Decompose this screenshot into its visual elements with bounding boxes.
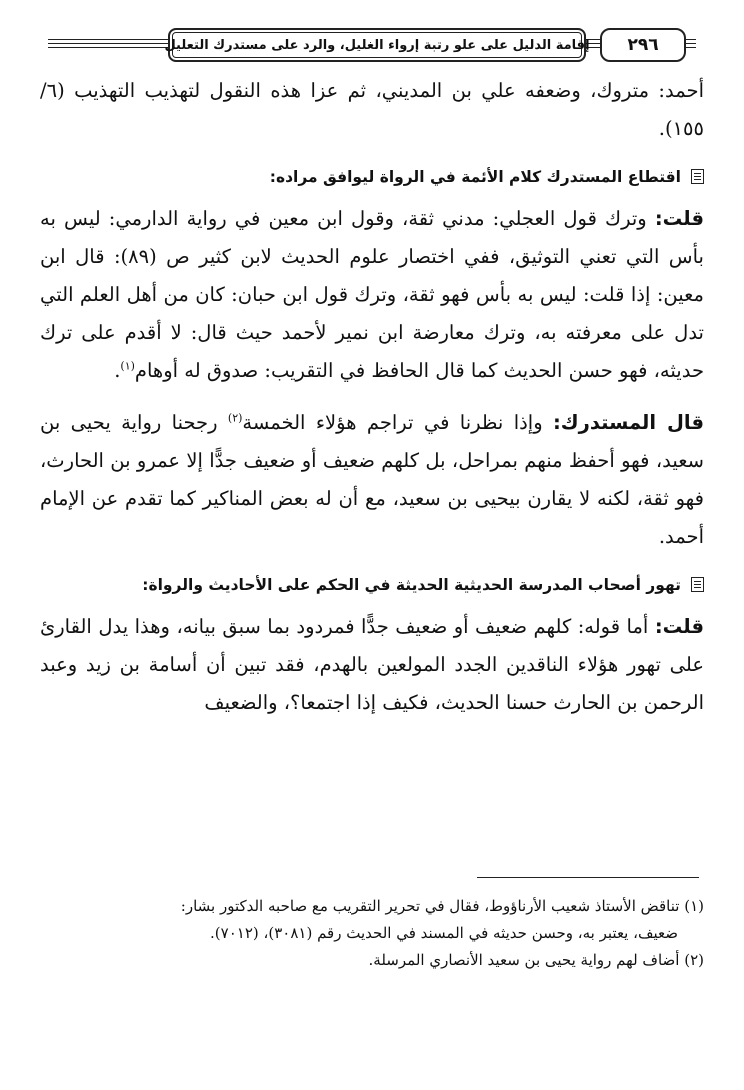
paragraph-3 [40,404,704,556]
document-icon [691,169,704,184]
footnotes [40,893,704,974]
section-heading-1 [40,160,704,194]
paragraph-text: وإذا نظرنا في تراجم هؤلاء الخمسة [242,411,553,434]
section-heading-2-text: تهور أصحاب المدرسة الحديثية الحديثة في الحكم على الأحاديث والرواة: [142,576,681,594]
paragraph-lead: قلت: [654,615,704,638]
paragraph-4 [40,608,704,722]
paragraph-lead: قال المستدرك: [553,411,705,434]
footnote-ref-2[interactable]: (٢) [227,411,243,425]
footnote-separator [477,877,699,878]
paragraph-text: وترك قول العجلي: مدني ثقة، وقول ابن معين في رواية الدارمي: ليس به بأس التي تعني التوثيق، ففي اختصار علوم الحديث لابن كثير ص (٨٩): قال ابن معين: إذا قلت: ليس به بأس فهو ثقة، وترك قول ابن حبان: كان من أهل العلم التي تدل على معرفته به، وترك معارضة ابن نمير لأحمد حيث قال: لا أقدم على ترك حديثه، فهو حسن الحديث كما قال الحافظ في التقريب: صدوق له أوهام [40,207,704,382]
paragraph-2 [40,200,704,390]
footnote-ref-1[interactable]: (١) [120,359,135,373]
paragraph-end: . [114,359,121,382]
footnote-1-line-2: ضعيف، يعتبر به، وحسن حديثه في المسند في الحديث رقم (٣٠٨١)، (٧٠١٢). [210,924,678,942]
footnote-2: (٢) أضاف لهم رواية يحيى بن سعيد الأنصاري المرسلة. [368,951,704,969]
page-header [48,25,696,65]
section-heading-2 [40,568,704,602]
page-number: ٢٩٦ [600,28,686,62]
footnote-1-line-1: (١) تناقض الأستاذ شعيب الأرناؤوط، فقال في تحرير التقريب مع صاحبه الدكتور بشار: [180,897,704,915]
page-body [40,72,704,722]
paragraph-1: أحمد: متروك، وضعفه علي بن المديني، ثم عزا هذه النقول لتهذيب التهذيب (٦/ ١٥٥). [40,79,704,140]
section-heading-1-text: اقتطاع المستدرك كلام الأئمة في الرواة ليوافق مراده: [269,168,681,186]
paragraph-lead: قلت: [654,207,704,230]
document-icon [691,577,704,592]
paragraph-text: أما قوله: كلهم ضعيف أو ضعيف جدًّا فمردود بما سبق بيانه، وهذا يدل القارئ على تهور هؤلاء الناقدين الجدد المولعين بالهدم، فقد تبين أن أسامة بن زيد وعبد الرحمن بن الحارث حسنا الحديث، فكيف إذا اجتمعا؟، والضعيف [40,615,704,714]
running-title: إقامة الدليل على علو رتبة إرواء الغليل، والرد على مستدرك التعليل [168,28,586,62]
paragraph-text: رجحنا رواية يحيى بن سعيد، فهو أحفظ منهم بمراحل، بل كلهم ضعيف أو ضعيف جدًّا إلا عمرو بن الحارث، فهو ثقة، لكنه لا يقارن بيحيى بن سعيد، مع أن له بعض المناكير كما تقدم عن الإمام أحمد. [40,411,704,548]
